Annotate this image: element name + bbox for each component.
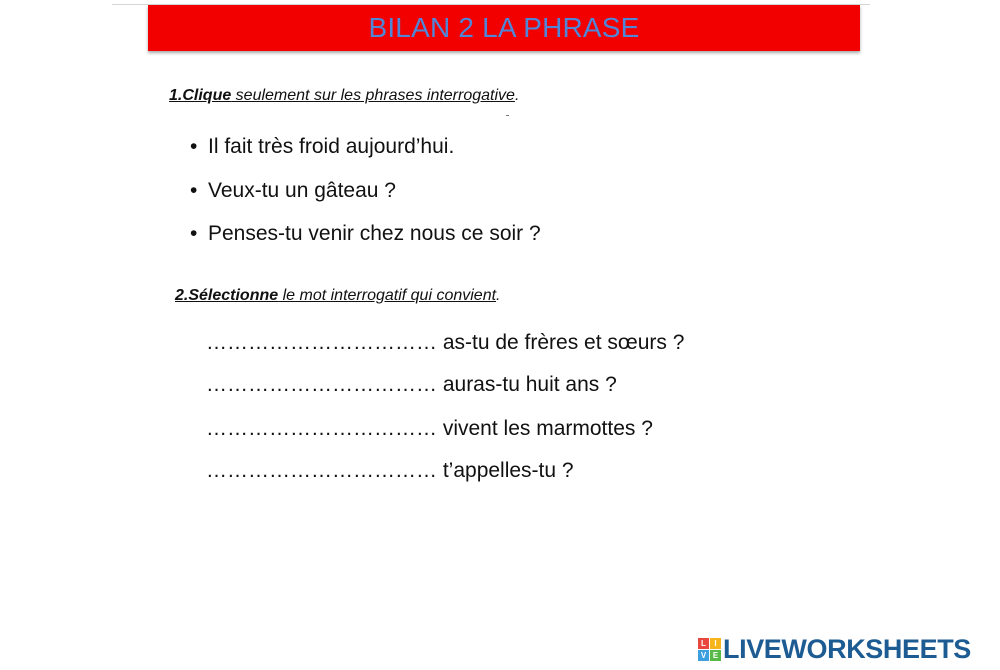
exercise2-instruction-rest: le mot interrogatif qui convient bbox=[278, 287, 497, 304]
sentence-text-3: Penses-tu venir chez nous ce soir ? bbox=[208, 222, 541, 245]
fill-row-4 bbox=[206, 460, 574, 481]
logo-letter-v: V bbox=[698, 650, 709, 661]
logo-letter-i: I bbox=[710, 638, 721, 649]
bullet-icon: • bbox=[190, 179, 198, 202]
exercise1-instruction-rest: seulement sur les phrases interrogative bbox=[231, 87, 515, 104]
logo-letter-e: E bbox=[710, 650, 721, 661]
fill-row-2 bbox=[206, 374, 617, 395]
fill-row-1 bbox=[206, 332, 684, 353]
bullet-icon: • bbox=[190, 135, 198, 158]
stray-mark bbox=[506, 115, 509, 116]
brand-name: LIVEWORKSHEETS bbox=[723, 634, 971, 664]
exercise1-instruction-end: . bbox=[514, 87, 520, 104]
fill-row-text-4: t’appelles-tu ? bbox=[437, 459, 574, 482]
answer-blank-1[interactable]: …………………………… bbox=[206, 331, 437, 354]
exercise2-instruction-bold: 2.Sélectionne bbox=[175, 287, 279, 304]
answer-blank-3[interactable]: …………………………… bbox=[206, 417, 437, 440]
exercise1-instruction-text bbox=[169, 87, 515, 104]
answer-blank-4[interactable]: …………………………… bbox=[206, 459, 437, 482]
fill-row-text-3: vivent les marmottes ? bbox=[437, 417, 653, 440]
exercise1-instruction-bold: 1.Clique bbox=[169, 87, 232, 104]
liveworksheets-logo-icon bbox=[698, 638, 721, 661]
exercise2-instruction-text bbox=[175, 287, 496, 304]
fill-row-text-2: auras-tu huit ans ? bbox=[437, 373, 617, 396]
sentence-option-3[interactable] bbox=[190, 223, 541, 244]
exercise1-instruction bbox=[169, 88, 519, 104]
answer-blank-2[interactable]: …………………………… bbox=[206, 373, 437, 396]
logo-letter-l: L bbox=[698, 638, 709, 649]
liveworksheets-brand[interactable] bbox=[698, 636, 971, 663]
bullet-icon: • bbox=[190, 222, 198, 245]
page-title: BILAN 2 LA PHRASE bbox=[368, 12, 640, 43]
exercise2-instruction-end: . bbox=[496, 287, 501, 304]
sentence-option-1[interactable] bbox=[190, 136, 454, 157]
sentence-text-2: Veux-tu un gâteau ? bbox=[208, 179, 396, 202]
fill-row-3 bbox=[206, 418, 653, 439]
exercise2-instruction bbox=[175, 288, 501, 304]
title-banner bbox=[148, 5, 860, 51]
fill-row-text-1: as-tu de frères et sœurs ? bbox=[437, 331, 685, 354]
sentence-text-1: Il fait très froid aujourd’hui. bbox=[208, 135, 455, 158]
sentence-option-2[interactable] bbox=[190, 180, 396, 201]
